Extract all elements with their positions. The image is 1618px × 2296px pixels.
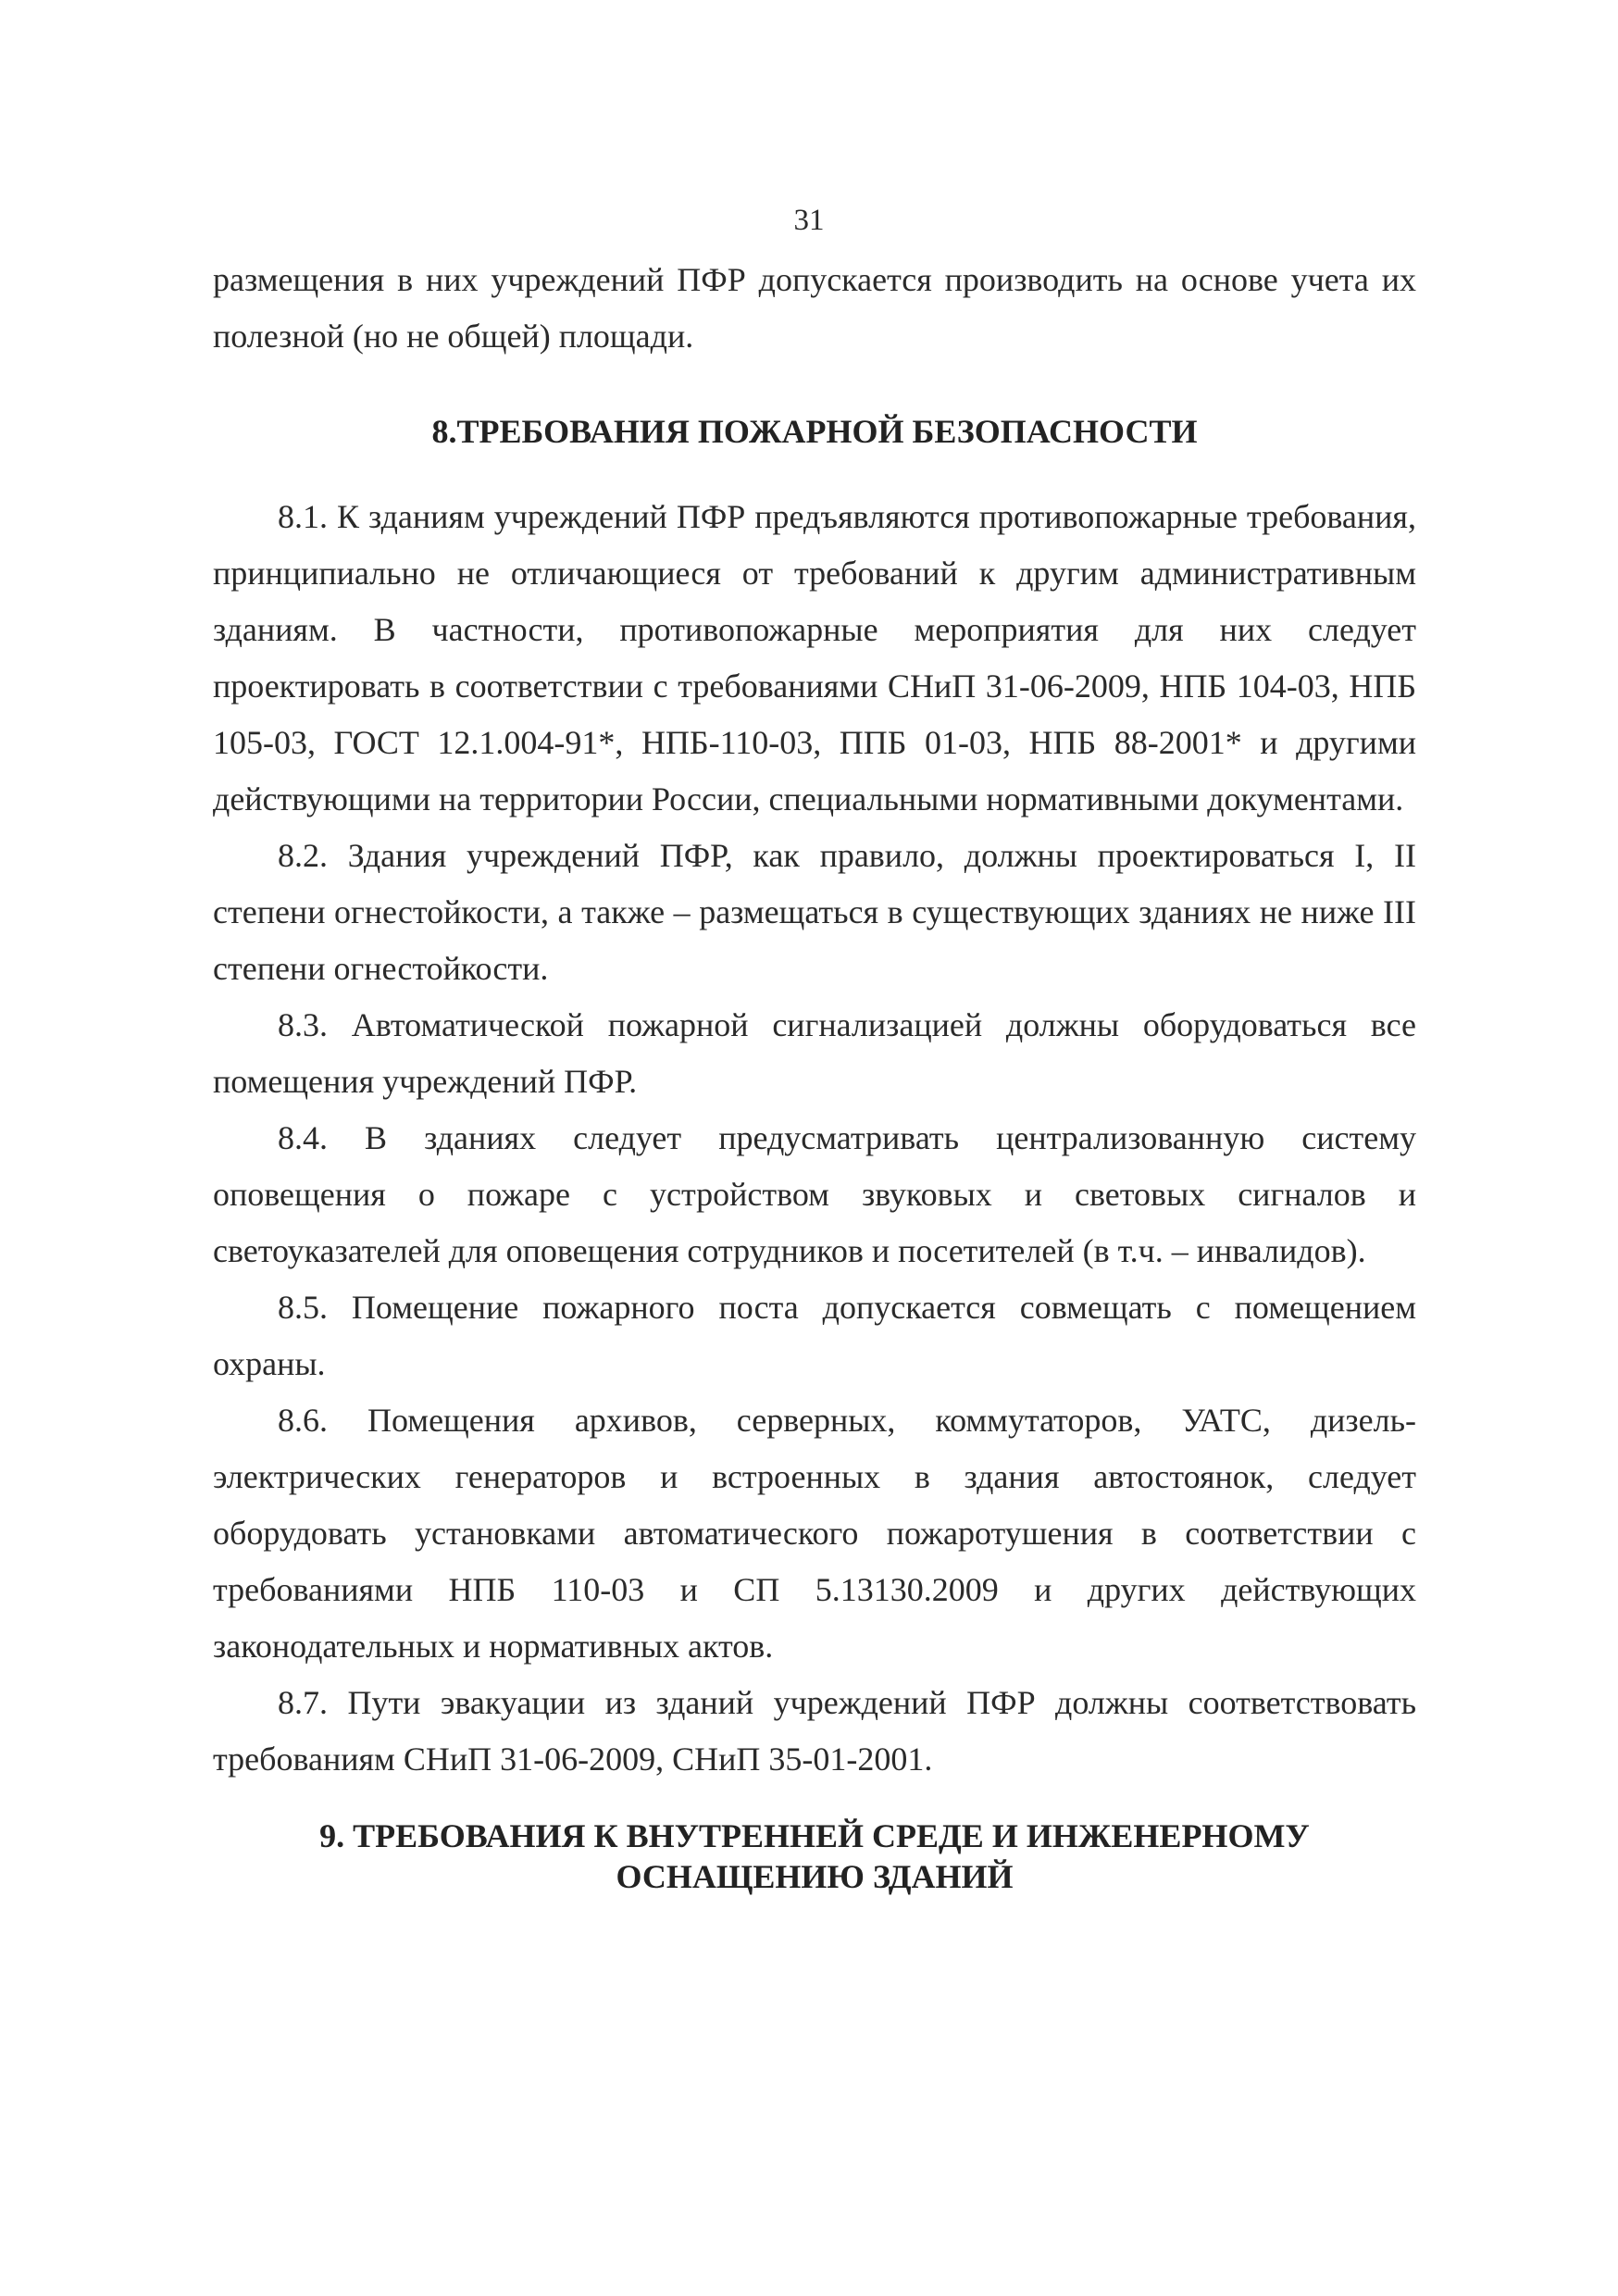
- page-number: 31: [793, 204, 825, 237]
- paragraph-8-2: 8.2. Здания учреждений ПФР, как правило, должны проектироваться I, II степени огнестойкости, а также – размещаться в существующих зданиях не ниже III степени огнестойкости.: [213, 837, 1416, 987]
- paragraph-8-5: 8.5. Помещение пожарного поста допускается совмещать с помещением охраны.: [213, 1289, 1416, 1382]
- paragraph-8-6: 8.6. Помещения архивов, серверных, коммутаторов, УАТС, дизель-электрических генераторов и встроенных в здания автостоянок, следует оборудовать установками автоматического пожаротушения в соответствии с требованиями НПБ 110-03 и СП 5.13130.2009 и других действующих законодательных и нормативных актов.: [213, 1402, 1416, 1665]
- intro-paragraph: размещения в них учреждений ПФР допускается производить на основе учета их полезной (но не общей) площади.: [213, 261, 1416, 355]
- section-9-heading: 9. ТРЕБОВАНИЯ К ВНУТРЕННЕЙ СРЕДЕ И ИНЖЕНЕРНОМУ ОСНАЩЕНИЮ ЗДАНИЙ: [319, 1817, 1310, 1895]
- section-8-heading: 8.ТРЕБОВАНИЯ ПОЖАРНОЙ БЕЗОПАСНОСТИ: [431, 413, 1198, 450]
- paragraph-8-7: 8.7. Пути эвакуации из зданий учреждений ПФР должны соответствовать требованиям СНиП 31-06-2009, СНиП 35-01-2001.: [213, 1684, 1416, 1778]
- page-content: [213, 252, 1416, 1934]
- paragraph-8-3: 8.3. Автоматической пожарной сигнализацией должны оборудоваться все помещения учреждений ПФР.: [213, 1006, 1416, 1100]
- paragraph-8-1: 8.1. К зданиям учреждений ПФР предъявляются противопожарные требования, принципиально не отличающиеся от требований к другим административным зданиям. В частности, противопожарные мероприятия для них следует проектировать в соответствии с требованиями СНиП 31-06-2009, НПБ 104-03, НПБ 105-03, ГОСТ 12.1.004-91*, НПБ-110-03, ППБ 01-03, НПБ 88-2001* и другими действующими на территории России, специальными нормативными документами.: [213, 498, 1416, 817]
- paragraph-8-4: 8.4. В зданиях следует предусматривать централизованную систему оповещения о пожаре с устройством звуковых и световых сигналов и светоуказателей для оповещения сотрудников и посетителей (в т.ч. – инвалидов).: [213, 1119, 1416, 1269]
